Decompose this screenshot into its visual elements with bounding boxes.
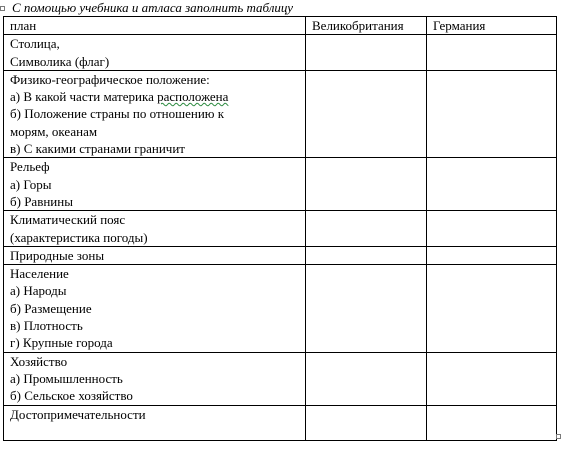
table-row-geography: [4, 70, 557, 157]
cell-uk-geography[interactable]: [306, 70, 427, 157]
row-line: Природные зоны: [10, 247, 105, 263]
table-header-row: [4, 17, 557, 35]
cell-germany-relief[interactable]: [427, 158, 557, 211]
cell-germany-capital[interactable]: [427, 35, 557, 71]
table-row-economy: [4, 352, 557, 405]
comparison-table: [3, 16, 557, 441]
row-label-population: [4, 265, 306, 352]
cell-germany-climate[interactable]: [427, 211, 557, 247]
row-line: а) Народы: [10, 283, 67, 299]
row-line: Хозяйство: [10, 353, 68, 369]
row-line: в) С какими странами граничит: [10, 141, 185, 157]
cell-uk-economy[interactable]: [306, 352, 427, 405]
table-row-climate: [4, 211, 557, 247]
table-row-zones: [4, 246, 557, 264]
cell-uk-sights[interactable]: [306, 405, 427, 440]
row-line: в) Плотность: [10, 318, 83, 334]
row-line: Физико-географическое положение:: [10, 71, 210, 87]
row-line: б) Сельское хозяйство: [10, 388, 133, 404]
row-line: Климатический пояс: [10, 212, 126, 228]
cell-germany-population[interactable]: [427, 265, 557, 352]
cell-uk-capital[interactable]: [306, 35, 427, 71]
table-resize-handle[interactable]: [556, 434, 561, 439]
row-line-text: а) В какой части материка расположена: [10, 89, 229, 105]
column-header-uk: Великобритания: [306, 17, 427, 35]
table-row-population: [4, 265, 557, 352]
table-row-capital: [4, 35, 557, 71]
row-line: Символика (флаг): [10, 53, 110, 69]
row-label-sights: [4, 405, 306, 440]
row-line: а) Промышленность: [10, 370, 123, 386]
cell-germany-economy[interactable]: [427, 352, 557, 405]
cell-uk-zones[interactable]: [306, 246, 427, 264]
spellcheck-underline: расположена: [157, 89, 229, 105]
column-header-plan: план: [4, 17, 306, 35]
row-line: г) Крупные города: [10, 335, 113, 351]
cell-germany-geography[interactable]: [427, 70, 557, 157]
cell-uk-relief[interactable]: [306, 158, 427, 211]
table-row-sights: [4, 405, 557, 440]
row-line: Население: [10, 266, 69, 282]
row-line: а) Горы: [10, 176, 52, 192]
cell-germany-zones[interactable]: [427, 246, 557, 264]
row-line: Столица,: [10, 36, 60, 52]
column-header-germany: Германия: [427, 17, 557, 35]
row-line: (характеристика погоды): [10, 229, 148, 245]
task-caption: С помощью учебника и атласа заполнить таблицу: [12, 0, 294, 15]
cell-germany-sights[interactable]: [427, 405, 557, 440]
row-line: Рельеф: [10, 159, 50, 175]
row-label-climate: [4, 211, 306, 247]
row-label-capital: [4, 35, 306, 71]
table-row-relief: [4, 158, 557, 211]
row-label-relief: [4, 158, 306, 211]
row-line: [10, 88, 305, 105]
table-move-handle[interactable]: [0, 6, 5, 11]
row-line: морям, океанам: [10, 123, 98, 139]
row-label-zones: [4, 246, 306, 264]
comparison-table-container: [3, 16, 557, 441]
row-line: б) Равнины: [10, 193, 73, 209]
row-label-economy: [4, 352, 306, 405]
row-line: б) Положение страны по отношению к: [10, 106, 225, 122]
cell-uk-climate[interactable]: [306, 211, 427, 247]
row-label-geography: [4, 70, 306, 157]
cell-uk-population[interactable]: [306, 265, 427, 352]
row-line: Достопримечательности: [10, 406, 146, 422]
row-line: б) Размещение: [10, 300, 92, 316]
